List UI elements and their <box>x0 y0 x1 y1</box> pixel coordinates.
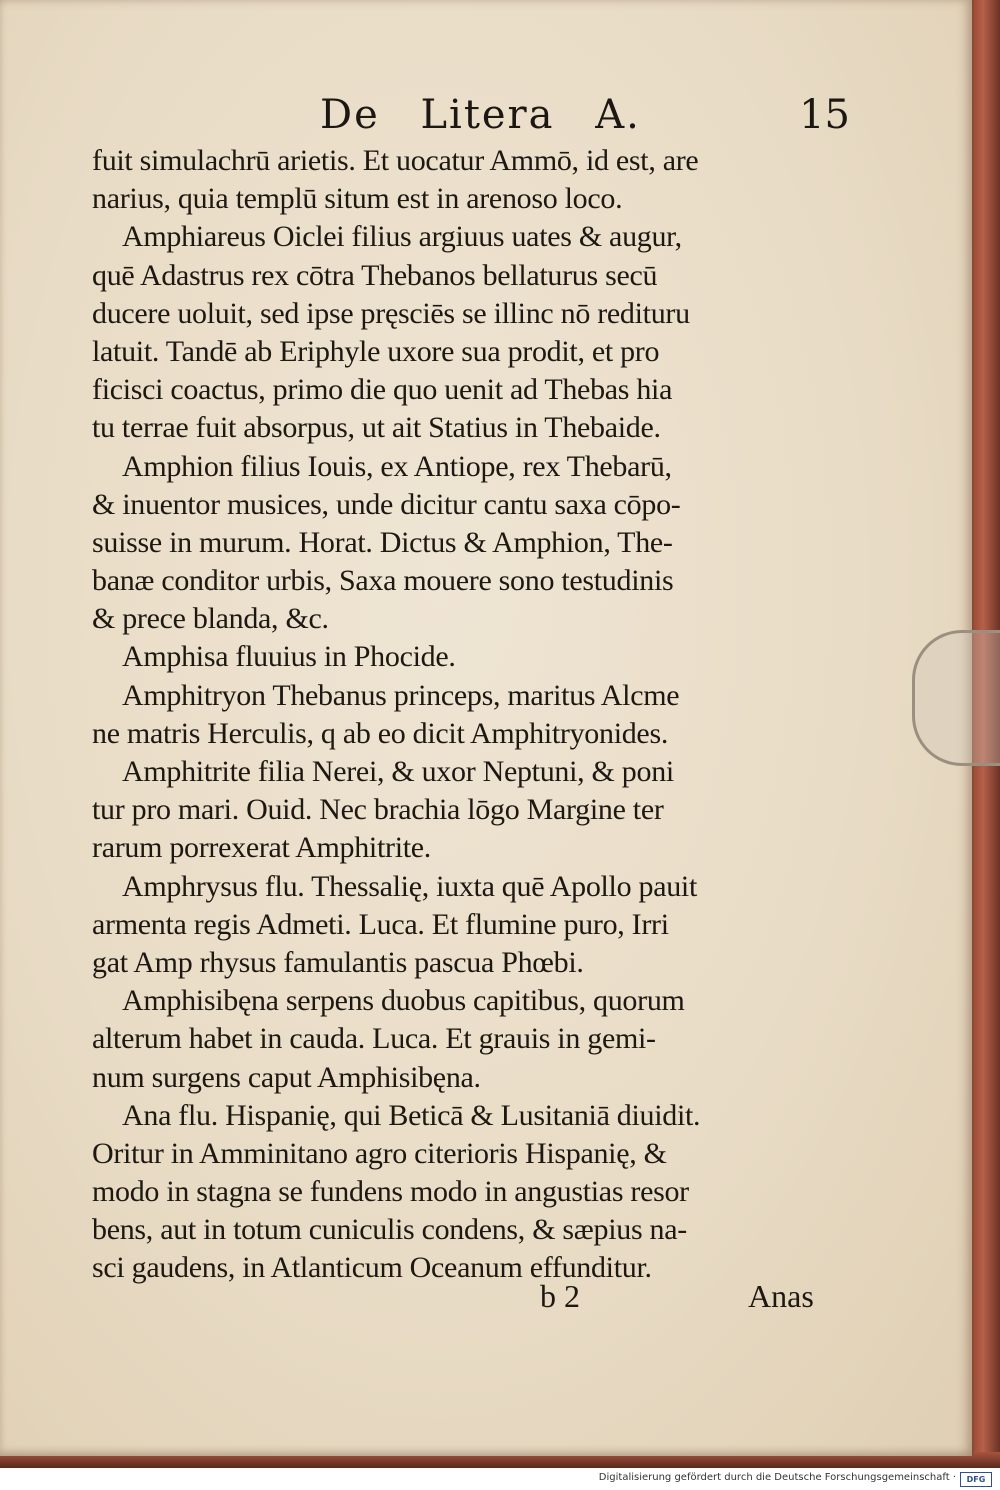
text-line: modo in stagna se fundens modo in angustias resor <box>92 1175 689 1209</box>
text-line: Amphrysus flu. Thessalię, iuxta quē Apollo pauit <box>122 869 697 903</box>
text-line: Ana flu. Hispanię, qui Beticā & Lusitaniā diuidit. <box>122 1098 701 1132</box>
catchwords-line <box>540 1278 840 1318</box>
text-line: rarum porrexerat Amphitrite. <box>92 831 431 865</box>
text-line: Amphisibęna serpens duobus capitibus, quorum <box>122 984 685 1018</box>
text-line: Amphisa fluuius in Phocide. <box>122 640 456 674</box>
page-header <box>320 92 860 144</box>
catchword: Anas <box>748 1278 814 1314</box>
text-line: ducere uoluit, sed ipse pręsciēs se illinc nō redituru <box>92 296 690 330</box>
text-line: armenta regis Admeti. Luca. Et flumine puro, Irri <box>92 907 669 941</box>
text-line: Amphitryon Thebanus princeps, maritus Alcme <box>122 678 680 712</box>
text-line: quē Adastrus rex cōtra Thebanos bellaturus secū <box>92 258 658 292</box>
text-line: latuit. Tandē ab Eriphyle uxore sua prodit, et pro <box>92 334 660 368</box>
body-text <box>92 142 852 1288</box>
footer-credit: Digitalisierung gefördert durch die Deutsche Forschungsgemeinschaft · <box>598 1472 956 1483</box>
footer <box>0 1468 1000 1490</box>
text-line: gat Amp rhysus famulantis pascua Phœbi. <box>92 945 584 979</box>
running-title: De Litera A. <box>320 92 641 138</box>
text-line: tur pro mari. Ouid. Nec brachia lōgo Margine ter <box>92 793 664 827</box>
text-line: fuit simulachrū arietis. Et uocatur Ammō, id est, are <box>92 144 699 177</box>
text-line: num surgens caput Amphisibęna. <box>92 1060 481 1094</box>
text-line: Oritur in Amminitano agro citerioris Hispanię, & <box>92 1136 667 1170</box>
text-line: suisse in murum. Horat. Dictus & Amphion, The- <box>92 525 673 559</box>
text-line: Amphiareus Oiclei filius argiuus uates & augur, <box>122 220 682 254</box>
text-line: bens, aut in totum cuniculis condens, & sæpius na- <box>92 1213 687 1247</box>
text-line: Amphion filius Iouis, ex Antiope, rex Thebarū, <box>122 449 672 483</box>
text-line: ne matris Herculis, q ab eo dicit Amphitryonides. <box>92 716 669 750</box>
page-clip <box>912 630 1000 766</box>
page-number: 15 <box>799 92 850 138</box>
text-line: & inuentor musices, unde dicitur cantu saxa cōpo- <box>92 487 681 521</box>
text-line: sci gaudens, in Atlanticum Oceanum effunditur. <box>92 1251 652 1285</box>
dfg-logo: DFG <box>960 1472 992 1487</box>
text-line: & prece blanda, &c. <box>92 602 329 636</box>
text-line: ficisci coactus, primo die quo uenit ad Thebas hia <box>92 373 673 407</box>
text-line: banæ conditor urbis, Saxa mouere sono testudinis <box>92 564 674 598</box>
text-line: Amphitrite filia Nerei, & uxor Neptuni, & poni <box>122 755 674 788</box>
text-line: alterum habet in cauda. Luca. Et grauis in gemi- <box>92 1022 656 1056</box>
text-line: tu terrae fuit absorpus, ut ait Statius in Thebaide. <box>92 411 661 445</box>
text-line: narius, quia templū situm est in arenoso loco. <box>92 182 623 216</box>
signature-mark: b 2 <box>540 1278 580 1314</box>
